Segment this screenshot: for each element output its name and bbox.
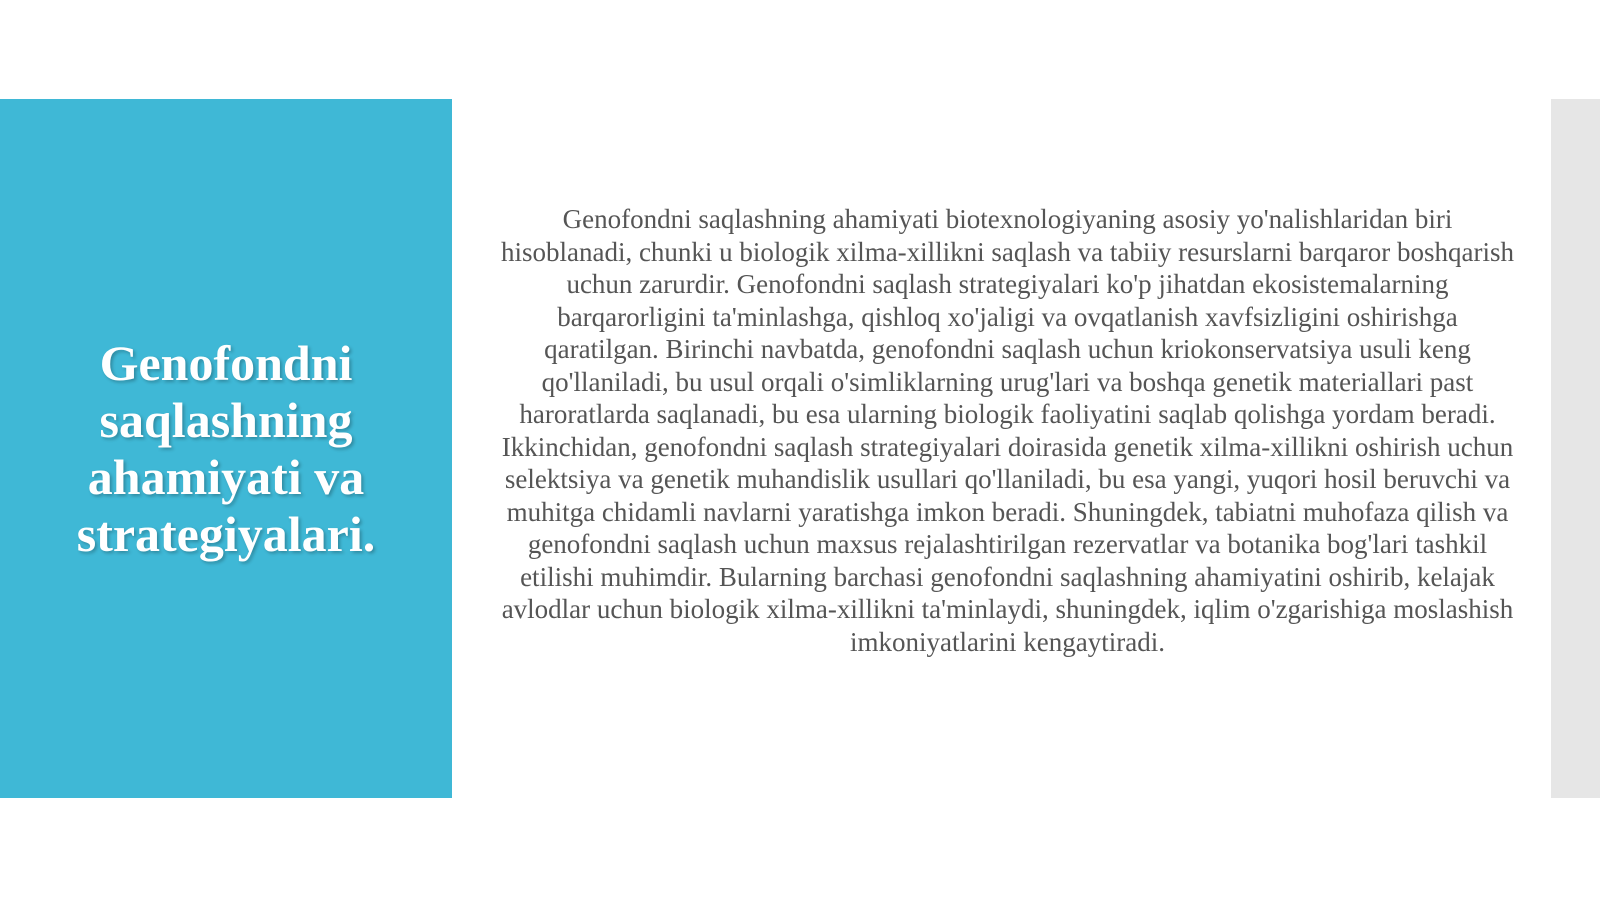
side-decoration-strip	[1551, 99, 1600, 798]
slide-title: Genofondni saqlashning ahamiyati va strategiyalari.	[76, 334, 376, 562]
title-panel	[0, 99, 452, 798]
slide-body-text: Genofondni saqlashning ahamiyati biotexnologiyaning asosiy yo'nalishlaridan biri hisoblanadi, chunki u biologik xilma-xillikni saqlash va tabiiy resurslarni barqaror boshqarish uchun zarurdir. Genofondni saqlash strategiyalari ko'p jihatdan ekosistemalarning barqarorligini ta'minlashga, qishloq xo'jaligi va ovqatlanish xavfsizligini oshirishga qaratilgan. Birinchi navbatda, genofondni saqlash uchun kriokonservatsiya usuli keng qo'llaniladi, bu usul orqali o'simliklarning urug'lari va boshqa genetik materiallari past haroratlarda saqlanadi, bu esa ularning biologik faoliyatini saqlab qolishga yordam beradi. Ikkinchidan, genofondni saqlash strategiyalari doirasida genetik xilma-xillikni oshirish uchun selektsiya va genetik muhandislik usullari qo'llaniladi, bu esa yangi, yuqori hosil beruvchi va muhitga chidamli navlarni yaratishga imkon beradi. Shuningdek, tabiatni muhofaza qilish va genofondni saqlash uchun maxsus rejalashtirilgan rezervatlar va botanika bog'lari tashkil etilishi muhimdir. Bularning barchasi genofondni saqlashning ahamiyatini oshirib, kelajak avlodlar uchun biologik xilma-xillikni ta'minlaydi, shuningdek, iqlim o'zgarishiga moslashish imkoniyatlarini kengaytiradi.	[500, 204, 1515, 657]
